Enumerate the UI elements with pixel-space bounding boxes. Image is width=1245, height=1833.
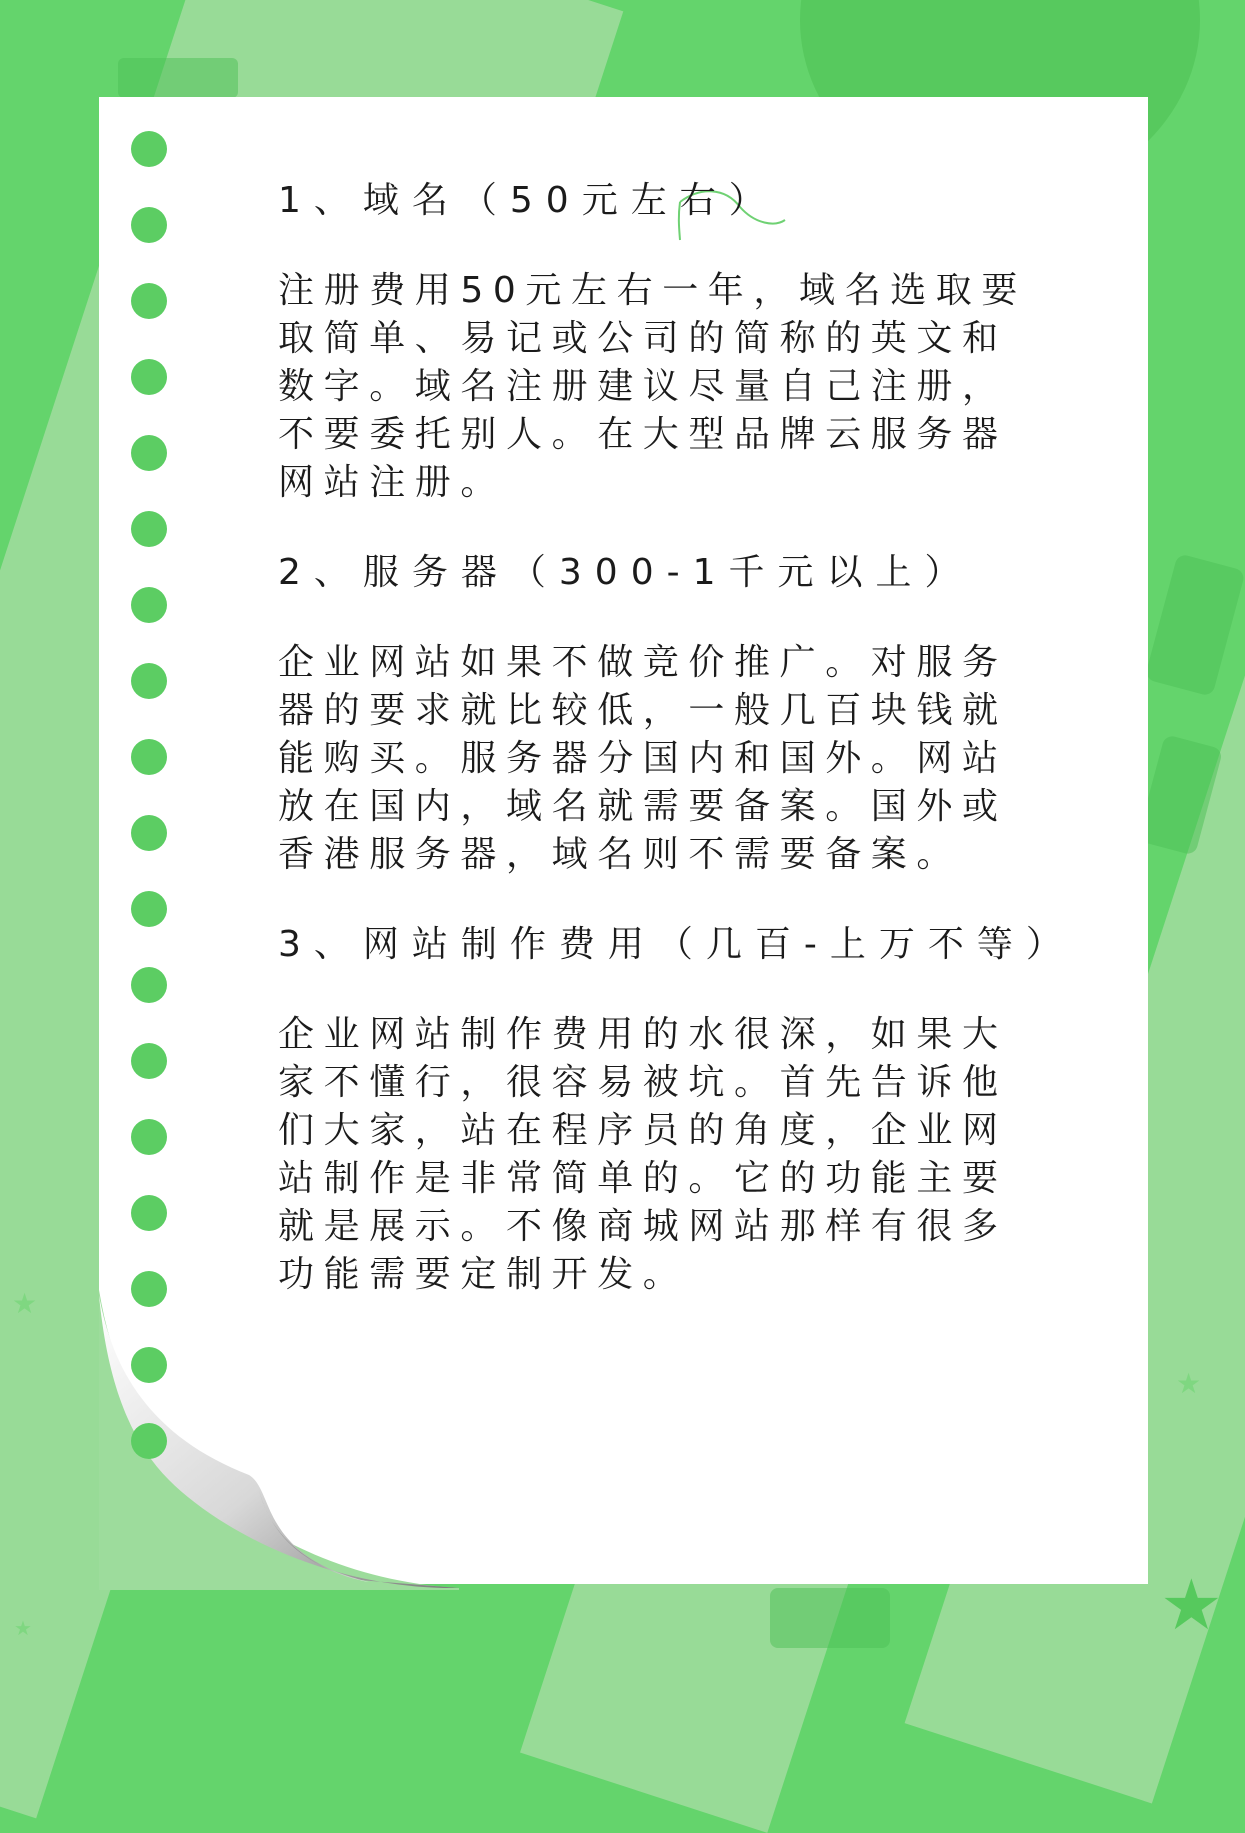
binder-hole	[131, 435, 167, 471]
paragraph-line: 能购买。服务器分国内和国外。网站	[278, 738, 1008, 779]
background-glyph-shape	[1144, 553, 1245, 697]
binder-hole	[131, 1043, 167, 1079]
binder-hole	[131, 891, 167, 927]
paragraph-line: 器的要求就比较低，一般几百块钱就	[278, 690, 1008, 731]
binder-hole	[131, 739, 167, 775]
paragraph-line: 们大家，站在程序员的角度，企业网	[278, 1110, 1008, 1151]
paragraph-line: 网站注册。	[278, 462, 507, 503]
background-glyph-shape	[118, 58, 238, 98]
section-paragraph-website-cost	[278, 1011, 1078, 1299]
section-paragraph-server	[278, 639, 1078, 879]
paragraph-line: 就是展示。不像商城网站那样有很多	[278, 1206, 1008, 1247]
star-icon: ★	[12, 1287, 38, 1320]
paragraph-line: 站制作是非常简单的。它的功能主要	[278, 1158, 1008, 1199]
section-heading-website-cost: 3、网站制作费用（几百-上万不等）	[278, 924, 1075, 965]
paragraph-line: 不要委托别人。在大型品牌云服务器	[278, 414, 1008, 455]
paragraph-line: 香港服务器，域名则不需要备案。	[278, 834, 963, 875]
star-icon: ★	[1176, 1367, 1202, 1400]
paragraph-line: 取简单、易记或公司的简称的英文和	[278, 318, 1008, 359]
paragraph-line: 功能需要定制开发。	[278, 1254, 689, 1295]
binder-hole	[131, 511, 167, 547]
paragraph-line: 放在国内，域名就需要备案。国外或	[278, 786, 1008, 827]
section-heading-domain: 1、域名（50元左右）	[278, 180, 778, 221]
paragraph-line: 家不懂行，很容易被坑。首先告诉他	[278, 1062, 1008, 1103]
section-paragraph-domain	[278, 267, 1078, 507]
binder-hole	[131, 207, 167, 243]
binder-hole	[131, 359, 167, 395]
binder-hole	[131, 1423, 167, 1459]
binder-hole	[131, 1195, 167, 1231]
binder-hole	[131, 131, 167, 167]
binder-hole	[131, 1347, 167, 1383]
binder-hole	[131, 283, 167, 319]
paragraph-line: 企业网站如果不做竞价推广。对服务	[278, 642, 1008, 683]
binder-hole	[131, 663, 167, 699]
star-icon: ★	[14, 1616, 32, 1640]
binder-hole	[131, 815, 167, 851]
background-glyph-shape	[770, 1588, 890, 1648]
binder-hole	[131, 1119, 167, 1155]
paragraph-line: 注册费用50元左右一年，域名选取要	[278, 270, 1028, 311]
section-heading-server: 2、服务器（300-1千元以上）	[278, 552, 974, 593]
binder-hole	[131, 587, 167, 623]
article-content	[278, 176, 1078, 1340]
binder-hole	[131, 967, 167, 1003]
paragraph-line: 企业网站制作费用的水很深，如果大	[278, 1014, 1008, 1055]
star-icon: ★	[1160, 1564, 1223, 1646]
paragraph-line: 数字。域名注册建议尽量自己注册，	[278, 366, 1008, 407]
binder-hole	[131, 1271, 167, 1307]
